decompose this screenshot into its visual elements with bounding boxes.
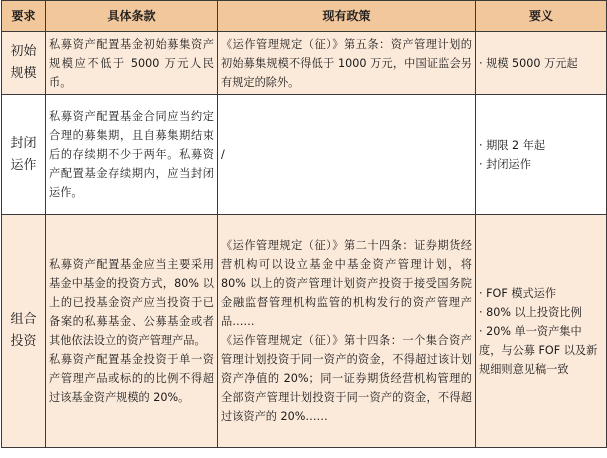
policy-paragraph: 《运作管理规定（征）》第十四条：一个集合资产管理计划投资于同一资产的资金，不得超过该计划资产净值的 20%；同一证券期货经营机构管理的全部资产管理计划投资于同一资产的资金，不得超过该资产的 20%…… xyxy=(221,334,472,423)
row-requirement: 封闭运作 xyxy=(2,95,46,215)
row-requirement: 初始规模 xyxy=(2,32,46,95)
clause-paragraph: 私募资产配置基金初始募集资产规模应不低于 5000 万元人民币。 xyxy=(49,37,214,89)
row-clause xyxy=(46,215,218,448)
clause-paragraph: 私募资产配置基金应当主要采用基金中基金的投资方式，80% 以上的已投基金资产应当投资于已备案的私募基金、公募基金或者其他依法设立的资产管理产品。 xyxy=(49,258,214,347)
table-header-row xyxy=(2,1,607,32)
essence-point: · 期限 2 年起 xyxy=(479,136,603,155)
row-policy xyxy=(218,32,476,95)
policy-comparison-table xyxy=(1,0,607,448)
row-policy xyxy=(218,215,476,448)
row-policy xyxy=(218,95,476,215)
row-essence xyxy=(476,95,607,215)
header-essence: 要义 xyxy=(476,1,607,32)
essence-point: · 20% 单一资产集中度，与公募 FOF 以及新规细则意见稿一致 xyxy=(479,322,603,379)
essence-point: · 封闭运作 xyxy=(479,155,603,174)
clause-paragraph: 私募资产配置基金合同应当约定合理的募集期，且自募集期结束后的存续期不少于两年。私募资产配置基金存续期内，应当封闭运作。 xyxy=(49,110,214,199)
header-requirement: 要求 xyxy=(2,1,46,32)
header-clause: 具体条款 xyxy=(46,1,218,32)
essence-point: · 80% 以上投资比例 xyxy=(479,303,603,322)
table-row xyxy=(2,32,607,95)
table-row xyxy=(2,95,607,215)
table-row xyxy=(2,215,607,448)
policy-paragraph: 《运作管理规定（征）》第二十四条：证券期货经营机构可以设立基金中基金资产管理计划，将 80% 以上的资产管理计划资产投资于接受国务院金融监督管理机构监管的机构发行的资产管理产品…… xyxy=(221,239,472,328)
row-clause xyxy=(46,95,218,215)
row-essence xyxy=(476,215,607,448)
essence-point: · 规模 5000 万元起 xyxy=(479,54,603,73)
clause-paragraph: 私募资产配置基金投资于单一资产管理产品或标的的比例不得超过该基金资产规模的 20%。 xyxy=(49,353,214,404)
policy-paragraph: / xyxy=(221,148,225,161)
row-clause xyxy=(46,32,218,95)
row-requirement: 组合投资 xyxy=(2,215,46,448)
header-policy: 现有政策 xyxy=(218,1,476,32)
policy-paragraph: 《运作管理规定（征）》第五条：资产管理计划的初始募集规模不得低于 1000 万元，中国证监会另有规定的除外。 xyxy=(221,37,472,89)
essence-point: · FOF 模式运作 xyxy=(479,284,603,303)
row-essence xyxy=(476,32,607,95)
